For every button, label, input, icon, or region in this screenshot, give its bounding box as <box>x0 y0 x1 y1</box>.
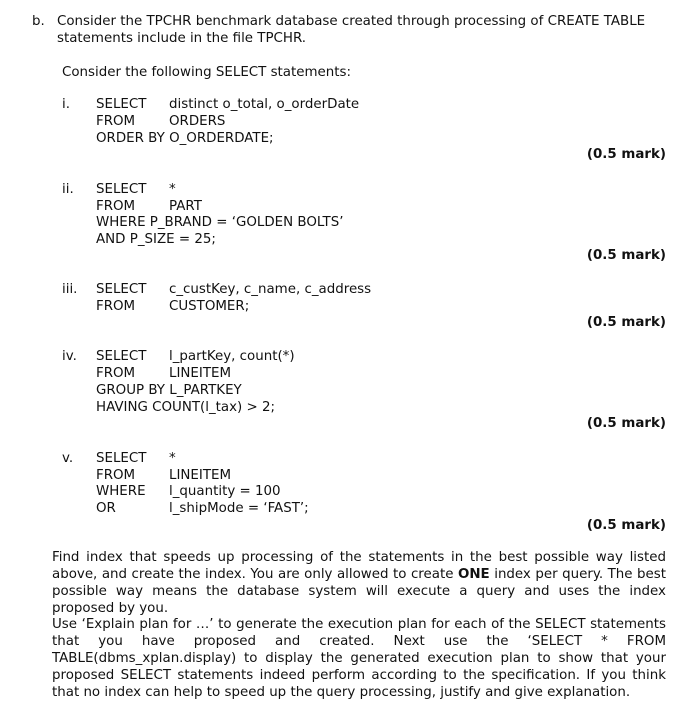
sql-keyword: SELECT <box>96 282 147 297</box>
sql-argument: distinct o_total, o_orderDate <box>169 97 360 112</box>
sql-keyword: SELECT <box>96 97 147 112</box>
sql-argument: l_shipMode = ‘FAST’; <box>169 501 309 516</box>
sql-argument: l_quantity = 100 <box>169 484 281 499</box>
sql-argument: * <box>169 451 176 466</box>
sql-keyword: WHERE P_BRAND = ‘GOLDEN BOLTS’ <box>96 215 344 230</box>
consider-text: Consider the following SELECT statements: <box>62 65 352 80</box>
intro-line-2: statements include in the file TPCHR. <box>57 31 307 46</box>
sql-keyword: FROM <box>96 199 136 214</box>
sql-keyword: HAVING COUNT(l_tax) > 2; <box>96 400 276 415</box>
question-label: b. <box>32 14 45 29</box>
sql-keyword: FROM <box>96 468 136 483</box>
sql-keyword: SELECT <box>96 349 147 364</box>
sql-keyword: GROUP BY L_PARTKEY <box>96 383 242 398</box>
item-numeral: i. <box>62 97 70 112</box>
sql-keyword: FROM <box>96 114 136 129</box>
instructions-paragraph-1 <box>52 549 666 617</box>
para1-text: Find index that speeds up processing of the statements in the best possible way listed above, and create the index. You are only allowed to create <box>52 550 666 582</box>
sql-argument: LINEITEM <box>169 468 232 483</box>
item-numeral: ii. <box>62 182 74 197</box>
sql-argument: CUSTOMER; <box>169 299 250 314</box>
sql-keyword: FROM <box>96 366 136 381</box>
instructions-paragraph-2: Use ‘Explain plan for …’ to generate the execution plan for each of the SELECT statements that you have proposed and created. Next use the ‘SELECT * FROM TABLE(dbms_xplan.display) to display the generated execution plan to show that your proposed SELECT statements indeed perform according to the specification. If you think that no index can help to speed up the query processing, justify and give explanation. <box>52 617 666 700</box>
sql-argument: ORDERS <box>169 114 226 129</box>
para1-text-end: index per query. The best possible way means the database system will execute a query and uses the index proposed by you. <box>52 567 666 616</box>
sql-keyword: FROM <box>96 299 136 314</box>
sql-argument: PART <box>169 199 202 214</box>
mark-label: (0.5 mark) <box>586 416 666 431</box>
sql-keyword: SELECT <box>96 182 147 197</box>
sql-argument: l_partKey, count(*) <box>169 349 295 364</box>
sql-argument: c_custKey, c_name, c_address <box>169 282 372 297</box>
mark-label: (0.5 mark) <box>586 315 666 330</box>
intro-line-1: Consider the TPCHR benchmark database created through processing of CREATE TABLE <box>57 14 646 29</box>
item-numeral: iii. <box>62 282 78 297</box>
mark-label: (0.5 mark) <box>586 248 666 263</box>
para1-emphasis: ONE <box>457 567 490 582</box>
sql-keyword: OR <box>96 501 116 516</box>
mark-label: (0.5 mark) <box>586 518 666 533</box>
sql-argument: * <box>169 182 176 197</box>
sql-keyword: SELECT <box>96 451 147 466</box>
sql-argument: LINEITEM <box>169 366 232 381</box>
sql-keyword: WHERE <box>96 484 146 499</box>
item-numeral: v. <box>62 451 74 466</box>
mark-label: (0.5 mark) <box>586 147 666 162</box>
sql-keyword: AND P_SIZE = 25; <box>96 232 216 247</box>
sql-keyword: ORDER BY O_ORDERDATE; <box>96 131 274 146</box>
item-numeral: iv. <box>62 349 77 364</box>
